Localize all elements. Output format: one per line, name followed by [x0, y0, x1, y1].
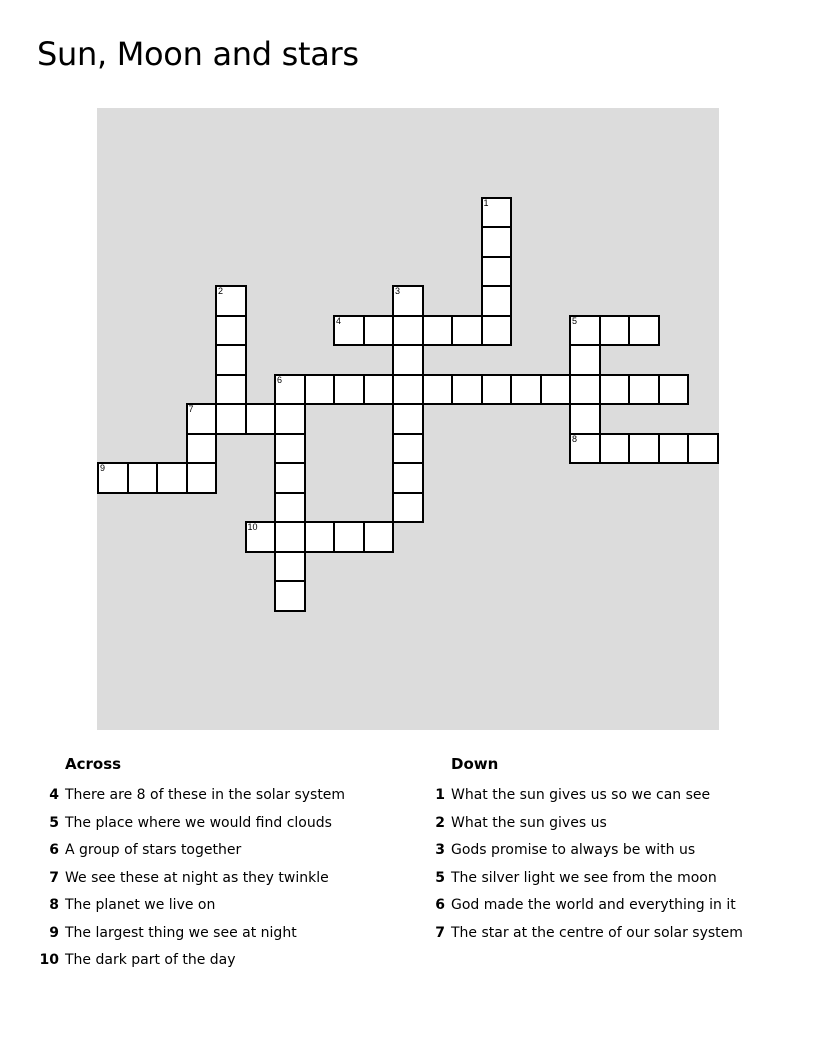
crossword-cell[interactable]	[658, 433, 690, 465]
crossword-cell[interactable]	[569, 344, 601, 376]
crossword-cell[interactable]	[481, 256, 513, 288]
clue-text: Gods promise to always be with us	[451, 842, 696, 858]
clue-text: The largest thing we see at night	[65, 924, 297, 941]
clue-text: The star at the centre of our solar system	[451, 924, 743, 941]
crossword-cell[interactable]	[186, 403, 218, 435]
crossword-cell[interactable]	[127, 462, 159, 494]
crossword-cell[interactable]	[422, 374, 454, 406]
crossword-cell[interactable]	[304, 374, 336, 406]
clue-number: 6	[49, 842, 59, 858]
cell-number: 8	[572, 433, 578, 444]
crossword-grid	[97, 108, 719, 730]
crossword-cell[interactable]	[392, 462, 424, 494]
crossword-cell[interactable]	[274, 433, 306, 465]
crossword-cell[interactable]	[274, 462, 306, 494]
crossword-cell[interactable]	[215, 344, 247, 376]
cell-number: 6	[277, 374, 283, 385]
clue-text: God made the world and everything in it	[451, 897, 736, 913]
clue-number: 6	[435, 897, 445, 913]
crossword-cell[interactable]	[451, 374, 483, 406]
cell-number: 1	[483, 197, 489, 208]
crossword-cell[interactable]	[274, 551, 306, 583]
crossword-cell[interactable]	[392, 374, 424, 406]
crossword-cell[interactable]	[392, 492, 424, 524]
clue-text: We see these at night as they twinkle	[65, 869, 329, 886]
clue-text: The place where we would find clouds	[65, 814, 332, 831]
cell-number: 3	[395, 286, 401, 296]
clue-text: The silver light we see from the moon	[451, 869, 717, 886]
crossword-cell[interactable]	[599, 374, 631, 406]
page-title: Sun, Moon and stars	[37, 35, 359, 73]
crossword-cell[interactable]	[569, 374, 601, 406]
crossword-cell[interactable]	[245, 403, 277, 435]
crossword-cell[interactable]	[687, 433, 719, 465]
crossword-cell[interactable]	[186, 433, 218, 465]
clue-number: 2	[435, 814, 445, 831]
crossword-cell[interactable]	[363, 315, 395, 347]
crossword-cell[interactable]	[481, 315, 513, 347]
crossword-cell[interactable]	[392, 403, 424, 435]
clue-text: What the sun gives us so we can see	[451, 787, 711, 803]
crossword-cell[interactable]	[274, 374, 306, 406]
crossword-cell[interactable]	[156, 462, 188, 494]
crossword-cell[interactable]	[510, 374, 542, 406]
cell-number: 2	[218, 286, 224, 296]
cell-number: 9	[100, 463, 106, 473]
crossword-cell[interactable]	[274, 492, 306, 524]
clue-number: 4	[49, 787, 59, 803]
crossword-cell[interactable]	[628, 315, 660, 347]
crossword-cell[interactable]	[392, 315, 424, 347]
clue-number: 8	[49, 897, 59, 913]
crossword-cell[interactable]	[333, 521, 365, 553]
crossword-cell[interactable]	[333, 374, 365, 406]
crossword-cell[interactable]	[569, 433, 601, 465]
crossword-cell[interactable]	[569, 403, 601, 435]
crossword-cell[interactable]	[422, 315, 454, 347]
crossword-cell[interactable]	[599, 315, 631, 347]
clue-text: There are 8 of these in the solar system	[65, 787, 346, 803]
cell-number: 4	[336, 315, 342, 326]
crossword-cell[interactable]	[215, 374, 247, 406]
crossword-cell[interactable]	[215, 315, 247, 347]
crossword-cell[interactable]	[481, 226, 513, 258]
crossword-cell[interactable]	[97, 462, 129, 494]
clue-number: 3	[435, 842, 445, 858]
cell-number: 10	[247, 522, 258, 532]
crossword-cell[interactable]	[392, 285, 424, 317]
down-clues-section	[451, 754, 498, 774]
clue-text: The planet we live on	[65, 897, 216, 913]
clue-number: 1	[435, 787, 445, 803]
clue-number: 7	[435, 924, 445, 941]
crossword-cell[interactable]	[186, 462, 218, 494]
crossword-cell[interactable]	[392, 433, 424, 465]
crossword-cell[interactable]	[481, 197, 513, 229]
cell-number: 5	[572, 315, 578, 326]
clue-text: A group of stars together	[65, 842, 242, 858]
crossword-cell[interactable]	[540, 374, 572, 406]
crossword-cell[interactable]	[274, 403, 306, 435]
crossword-cell[interactable]	[481, 374, 513, 406]
crossword-cell[interactable]	[628, 374, 660, 406]
crossword-cell[interactable]	[451, 315, 483, 347]
crossword-cell[interactable]	[215, 285, 247, 317]
clue-number: 5	[49, 814, 59, 831]
across-clues-section	[65, 754, 121, 774]
crossword-cell[interactable]	[599, 433, 631, 465]
clue-number: 10	[39, 952, 59, 968]
crossword-cell[interactable]	[392, 344, 424, 376]
crossword-cell[interactable]	[363, 521, 395, 553]
across-heading: Across	[65, 755, 122, 773]
clue-number: 5	[435, 869, 445, 886]
crossword-cell[interactable]	[304, 521, 336, 553]
clue-number: 7	[49, 869, 59, 886]
crossword-cell[interactable]	[481, 285, 513, 317]
clue-text: What the sun gives us	[451, 814, 607, 831]
crossword-cell[interactable]	[363, 374, 395, 406]
crossword-cell[interactable]	[628, 433, 660, 465]
crossword-cell[interactable]	[274, 580, 306, 612]
crossword-cell[interactable]	[245, 521, 277, 553]
crossword-cell[interactable]	[569, 315, 601, 347]
clue-text: The dark part of the day	[65, 952, 236, 968]
down-heading: Down	[451, 755, 499, 773]
cell-number: 7	[188, 404, 194, 414]
clue-number: 9	[49, 924, 59, 941]
crossword-cell[interactable]	[333, 315, 365, 347]
crossword-cell[interactable]	[215, 403, 247, 435]
crossword-cell[interactable]	[658, 374, 690, 406]
crossword-cell[interactable]	[274, 521, 306, 553]
